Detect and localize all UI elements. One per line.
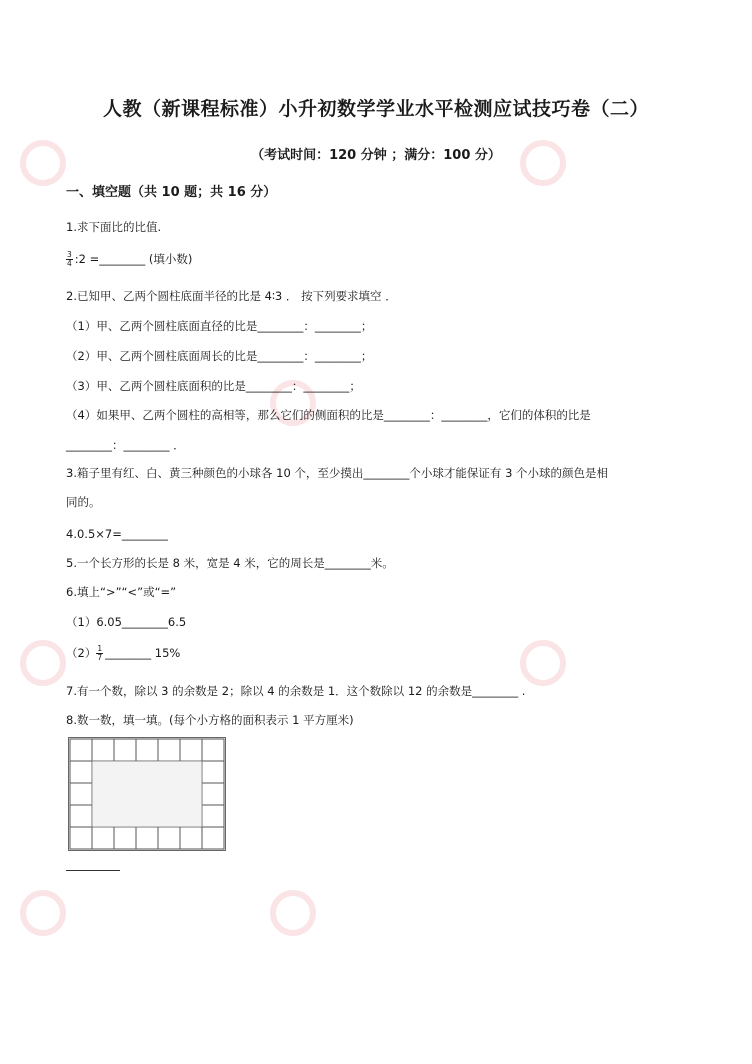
question-8-answer-blank	[66, 870, 120, 871]
fraction-three-quarters: $\frac{3}{4}$	[67, 250, 72, 268]
section-title: 一、填空题（共 10 题；共 16 分）	[66, 185, 277, 200]
question-8-prompt: 8.数一数，填一填。(每个小方格的面积表示 1 平方厘米)	[66, 713, 354, 727]
question-2-part-3: （3）甲、乙两个圆柱底面积的比是________：________；	[66, 379, 361, 393]
question-1-expression	[66, 251, 192, 268]
page-title: 人教（新课程标准）小升初数学学业水平检测应试技巧卷（二）	[102, 98, 649, 120]
grid-drawing	[69, 738, 225, 850]
question-6-prompt: 6.填上“>”“<”或“=”	[66, 585, 177, 599]
question-2-part-4: （4）如果甲、乙两个圆柱的高相等，那么它们的侧面积的比是________：________，它们的体积的比是	[66, 408, 591, 422]
watermark-logo-icon	[20, 640, 66, 690]
fraction-one-seventh: $\frac{1}{7}$	[97, 644, 103, 662]
exam-info: （考试时间：120 分钟 ；满分：100 分）	[251, 148, 501, 163]
question-7: 7.有一个数，除以 3 的余数是 2；除以 4 的余数是 1．这个数除以 12 的余数是________ .	[66, 684, 526, 698]
question-2-prompt: 2.已知甲、乙两个圆柱底面半径的比是 4∶3 ． 按下列要求填空 ．	[66, 289, 397, 303]
question-4: 4.0.5×7=________	[66, 527, 168, 541]
question-2-part-2: （2）甲、乙两个圆柱底面周长的比是________：________；	[66, 349, 373, 363]
question-1-blank: :2 =________ (填小数)	[74, 252, 193, 266]
question-6-part-2: （2） $\frac{1}{7}$ ________ 15%	[66, 644, 181, 662]
question-3-line-2: 同的。	[66, 495, 101, 509]
question-6-part-1: （1）6.05________6.5	[66, 615, 187, 629]
question-3-line-1: 3.箱子里有红、白、黄三种颜色的小球各 10 个，至少摸出________个小球才能保证有 3 个小球的颜色是相	[66, 466, 609, 480]
watermark-logo-icon	[270, 890, 316, 940]
square-grid-figure	[68, 737, 226, 851]
watermark-logo-icon	[520, 640, 566, 690]
watermark-logo-icon	[20, 890, 66, 940]
question-2-part-1: （1）甲、乙两个圆柱底面直径的比是________：________；	[66, 319, 373, 333]
question-2-part-4-cont: ________：________ ．	[66, 438, 185, 452]
question-1-prompt: 1.求下面比的比值.	[66, 220, 162, 234]
question-5: 5.一个长方形的长是 8 米，宽是 4 米，它的周长是________米。	[66, 556, 394, 570]
